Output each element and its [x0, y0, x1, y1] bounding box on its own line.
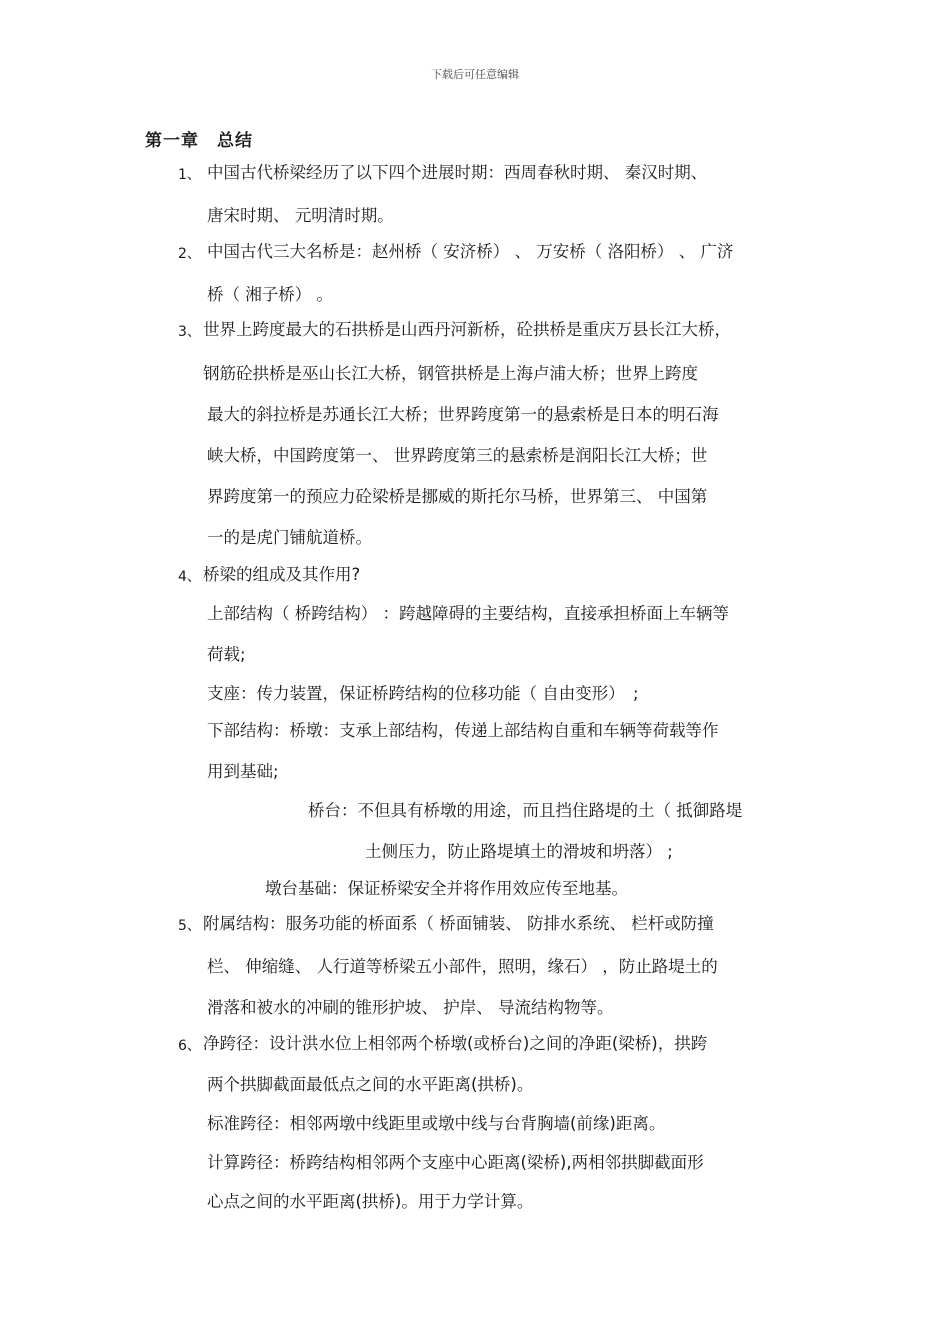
item-line: 净跨径：设计洪水位上相邻两个桥墩(或桥台)之间的净距(梁桥)，拱跨	[203, 1034, 708, 1053]
item-line: 墩台基础：保证桥梁安全并将作用效应传至地基。	[265, 879, 628, 898]
item-line: 栏、 伸缩缝、 人行道等桥梁五小部件，照明，缘石） ，防止路堤土的	[207, 957, 718, 976]
chapter-title: 第一章 总结	[145, 131, 253, 151]
item-line: 计算跨径：桥跨结构相邻两个支座中心距离(梁桥),两相邻拱脚截面形	[207, 1153, 704, 1172]
item-number: 5、	[178, 918, 201, 934]
item-line: 下部结构：桥墩：支承上部结构，传递上部结构自重和车辆等荷载等作	[207, 721, 719, 740]
item-line: 心点之间的水平距离(拱桥)。用于力学计算。	[207, 1192, 534, 1211]
item-line: 世界上跨度最大的石拱桥是山西丹河新桥，砼拱桥是重庆万县长江大桥，	[203, 320, 731, 339]
item-line: 标准跨径：相邻两墩中线距里或墩中线与台背胸墙(前缘)距离。	[207, 1114, 666, 1133]
item-line: 用到基础;	[207, 762, 279, 781]
item-number: 2、	[178, 246, 201, 262]
page-header: 下载后可任意编辑	[431, 68, 519, 81]
item-line: 附属结构：服务功能的桥面系（ 桥面铺装、 防排水系统、 栏杆或防撞	[203, 914, 714, 933]
item-line: 最大的斜拉桥是苏通长江大桥；世界跨度第一的悬索桥是日本的明石海	[207, 405, 719, 424]
item-line: 支座：传力装置，保证桥跨结构的位移功能（ 自由变形） ;	[207, 684, 639, 703]
item-line: 界跨度第一的预应力砼梁桥是挪威的斯托尔马桥，世界第三、 中国第	[207, 487, 708, 506]
item-line: 荷载;	[207, 645, 246, 664]
item-line: 桥台：不但具有桥墩的用途，而且挡住路堤的土（ 抵御路堤	[308, 801, 743, 820]
item-number: 6、	[178, 1038, 201, 1054]
item-line: 峡大桥，中国跨度第一、 世界跨度第三的悬索桥是润阳长江大桥；世	[207, 446, 708, 465]
item-number: 3、	[178, 324, 201, 340]
item-line: 中国古代三大名桥是：赵州桥（ 安济桥） 、 万安桥（ 洛阳桥） 、 广济	[207, 242, 734, 261]
item-line: 中国古代桥梁经历了以下四个进展时期：西周春秋时期、 秦汉时期、	[207, 163, 708, 182]
item-line: 一的是虎门铺航道桥。	[207, 528, 372, 547]
item-line: 两个拱脚截面最低点之间的水平距离(拱桥)。	[207, 1075, 534, 1094]
item-line: 桥梁的组成及其作用?	[203, 565, 361, 584]
item-number: 1、	[178, 167, 201, 183]
item-line: 滑落和被水的冲刷的锥形护坡、 护岸、 导流结构物等。	[207, 998, 614, 1017]
item-number: 4、	[178, 569, 201, 585]
item-line: 唐宋时期、 元明清时期。	[207, 206, 394, 225]
item-line: 钢筋砼拱桥是巫山长江大桥，钢管拱桥是上海卢浦大桥；世界上跨度	[203, 364, 698, 383]
item-line: 土侧压力，防止路堤填土的滑坡和坍落） ;	[365, 842, 673, 861]
item-line: 桥（ 湘子桥） 。	[207, 285, 333, 304]
item-line: 上部结构（ 桥跨结构） ：跨越障碍的主要结构，直接承担桥面上车辆等	[207, 604, 729, 623]
